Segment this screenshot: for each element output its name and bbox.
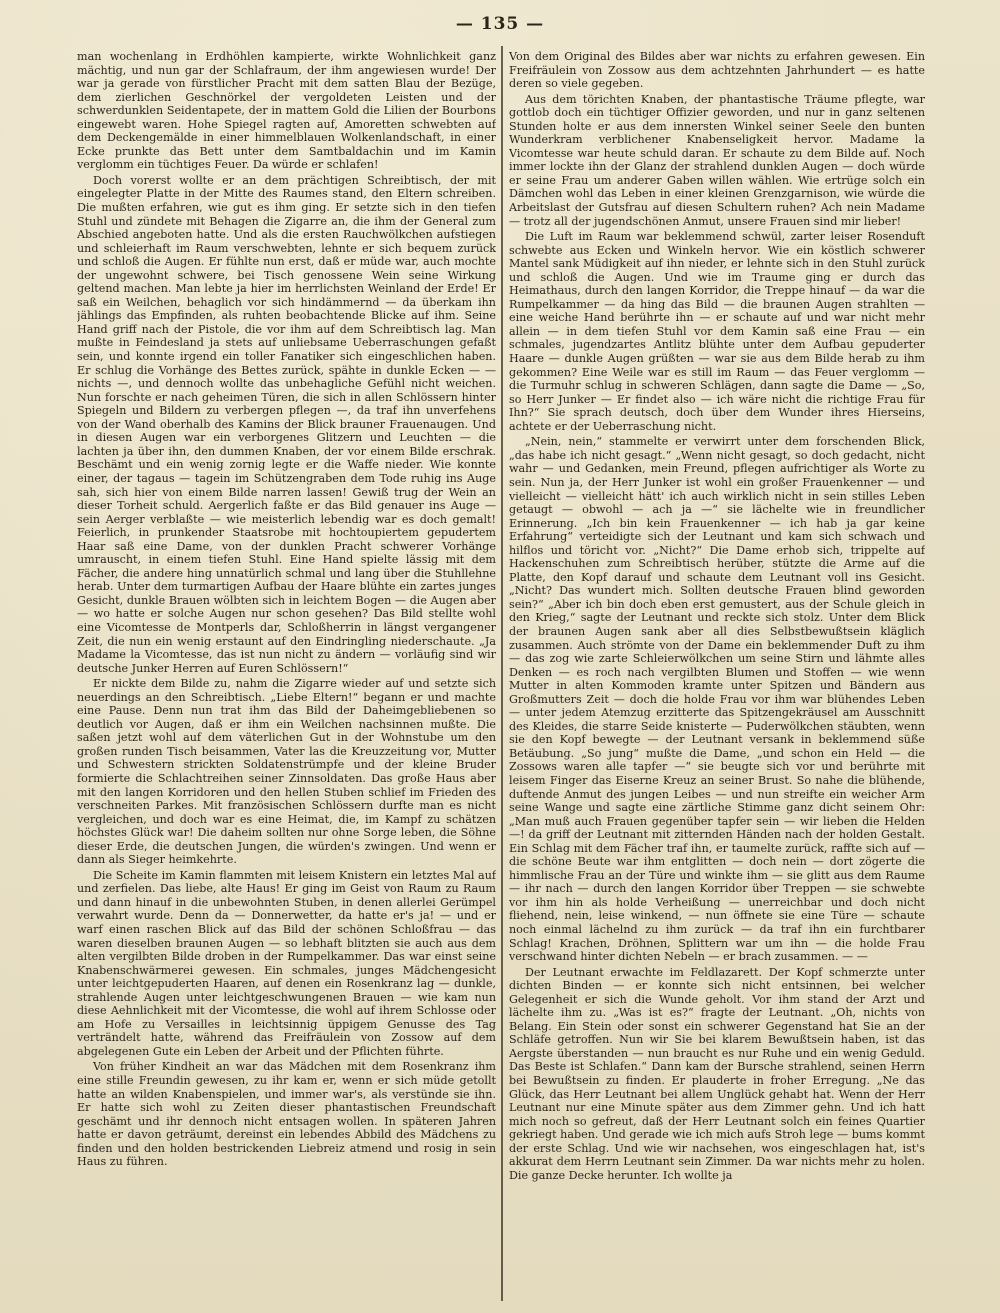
paragraph: „Nein, nein,“ stammelte er verwirrt unter dem forschenden Blick, „das habe ich nicht gesagt.“ „Wenn nicht gesagt, so doch gedacht, nicht wahr — und Gedanken, mein Freund, pflegen aufrichtiger als Worte zu sein. Nun ja, der Herr Junker ist wohl ein großer Frauenkenner — und vielleicht — vielleicht hätt' ich auch wirklich nicht in sein stilles Leben getaugt — obwohl — ach ja —“ sie lächelte wie in freundlicher Erinnerung. „Ich bin kein Frauenkenner — ich hab ja gar keine Erfahrung“ verteidigte sich der Leutnant und kam sich schwach und hilflos und töricht vor. „Nicht?“ Die Dame erhob sich, trippelte auf Hackenschuhen zum Schreibtisch herüber, stützte die Arme auf die Platte, den Kopf darauf und schaute dem Leutnant voll ins Gesicht. „Nicht? Das wundert mich. Sollten deutsche Frauen blind geworden sein?“ „Aber ich bin doch eben erst gemustert, aus der Schule gleich in den Krieg,“ sagte der Leutnant und reckte sich stolz. Unter dem Blick der braunen Augen sank aber all dies Selbstbewußtsein kläglich zusammen. Auch strömte von der Dame ein beklemmender Duft zu ihm — das zog wie zarte Schleierwölkchen um seine Stirn und lähmte alles Denken — es roch nach vergilbten Blumen und Stoffen — wie wenn Mutter in alten Kommoden kramte unter Spitzen und Bändern aus Großmutters Zeit — doch die holde Frau vor ihm war blühendes Leben — unter jedem Atemzug erzitterte das Spitzengekräusel am Ausschnitt des Kleides, die starre Seide knisterte — Puderwölkchen stäubten, wenn sie den Kopf bewegte — der Leutnant versank in beklemmend süße Betäubung. „So jung“ mußte die Dame, „und schon ein Held — die Zossows waren alle tapfer —“ sie beugte sich vor und berührte mit leisem Finger das Eiserne Kreuz an seiner Brust. So nahe die blühende, duftende Anmut des jungen Leibes — und nun streifte ein weicher Arm seine Wange und sagte eine zärtliche Stimme ganz dicht seinem Ohr: „Man muß auch Frauen gegenüber tapfer sein — wir lieben die Helden —! da griff der Leutnant mit zitternden Händen nach der holden Gestalt. Ein Schlag mit dem Fächer traf ihn, er taumelte zurück, raffte sich auf — die schöne Beute war ihm entglitten — doch nein — dort zögerte die himmlische Frau an der Türe und winkte ihm — sie glitt aus dem Raume — ihr nach — durch den langen Korridor über Treppen — sie schwebte vor ihm hin als holde Verheißung — unerreichbar und doch nicht fliehend, nein, leise winkend, — nun öffnete sie eine Türe — schaute noch einmal lächelnd zu ihm zurück — da traf ihn ein furchtbarer Schlag! Krachen, Dröhnen, Splittern war um ihn — die holde Frau verschwand hinter dichten Nebeln — er brach zusammen. — — [509,435,925,964]
left-column [77,50,496,1298]
paragraph: Aus dem törichten Knaben, der phantastische Träume pflegte, war gottlob doch ein tüchtiger Offizier geworden, und nur in ganz seltenen Stunden holte er aus dem innersten Winkel seiner Seele den bunten Wunderkram verblichener Knabenseligkeit hervor. Madame la Vicomtesse war heute schuld daran. Er schaute zu dem Bilde auf. Noch immer lockte ihn der Glanz der strahlend dunklen Augen — doch würde er seine Frau um anderer Gaben willen wählen. Wie ertrüge solch ein Dämchen wohl das Leben in einer kleinen Grenzgarnison, wie würde die Arbeitslast der Gutsfrau auf diesen Schultern ruhen? Ach nein Madame — trotz all der jugendschönen Anmut, unsere Frauen sind mir lieber! [509,92,925,228]
column-divider [501,46,503,1301]
paragraph: Die Scheite im Kamin flammten mit leisem Knistern ein letztes Mal auf und zerfielen. Das liebe, alte Haus! Er ging im Geist von Raum zu Raum und dann hinauf in die unbewohnten Stuben, in denen allerlei Gerümpel verwahrt wurde. Denn da — Donnerwetter, da hatte er's ja! — und er warf einen raschen Blick auf das Bild der schönen Schloßfrau — das waren dieselben braunen Augen — so lebhaft blitzten sie auch aus dem alten vergilbten Bilde droben in der Rumpelkammer. Das war einst seine Knabenschwärmerei gewesen. Ein schmales, junges Mädchengesicht unter leichtgepuderten Haaren, auf denen ein Rosenkranz lag — dunkle, strahlende Augen unter leichtgeschwungenen Brauen — wie kam nun diese Aehnlichkeit mit der Vicomtesse, die wohl auf ihrem Schlosse oder am Hofe zu Versailles in leichtsinnig üppigem Genusse des Tag verträndelt hatte, während das Freifräulein von Zossow auf dem abgelegenen Gute ein Leben der Arbeit und der Pflichten führte. [77,868,496,1058]
paragraph: Er nickte dem Bilde zu, nahm die Zigarre wieder auf und setzte sich neuerdings an den Schreibtisch. „Liebe Eltern!“ begann er und machte eine Pause. Denn nun trat ihm das Bild der Daheimgebliebenen so deutlich vor Augen, daß er ihm ein Weilchen nachsinnen mußte. Die saßen jetzt wohl auf dem väterlichen Gut in der Wohnstube um den großen runden Tisch beisammen, Vater las die Kreuzzeitung vor, Mutter und Schwestern strickten Soldatenstrümpfe und der kleine Bruder formierte die Schlachtreihen seiner Zinnsoldaten. Das große Haus aber mit den langen Korridoren und den hellen Stuben schlief im Frieden des verschneiten Parkes. Mit französischen Schlössern durfte man es nicht vergleichen, und doch war es eine Heimat, die, im Kampf zu schätzen höchstes Glück war! Die daheim sollten nur ohne Sorge leben, die Söhne dieser Erde, die deutschen Jungen, die würden's zwingen. Und wenn er dann als Sieger heimkehrte. [77,677,496,867]
paragraph: Von früher Kindheit an war das Mädchen mit dem Rosenkranz ihm eine stille Freundin gewesen, zu ihr kam er, wenn er sich müde getollt hatte an wilden Knabenspielen, und immer war's, als verstünde sie ihn. Er hatte sich wohl zu Zeiten dieser phantastischen Freundschaft geschämt und ihr dennoch nicht entsagen wollen. In späteren Jahren hatte er davon geträumt, dereinst ein lebendes Abbild des Mädchens zu finden und den holden bestrickenden Liebreiz atmend und rosig in sein Haus zu führen. [77,1060,496,1169]
paragraph: Die Luft im Raum war beklemmend schwül, zarter leiser Rosenduft schwebte aus Ecken und Winkeln hervor. Wie ein köstlich schwerer Mantel sank Müdigkeit auf ihn nieder, er lehnte sich in den Stuhl zurück und schloß die Augen. Und wie im Traume ging er durch das Heimathaus, durch den langen Korridor, die Treppe hinauf — da war die Rumpelkammer — da hing das Bild — die braunen Augen strahlten — eine weiche Hand berührte ihn — er schaute auf und war nicht mehr allein — in dem tiefen Stuhl vor dem Kamin saß eine Frau — ein schmales, jugendzartes Antlitz blühte unter dem Aufbau gepuderter Haare — dunkle Augen grüßten — war sie aus dem Bilde herab zu ihm gekommen? Eine Weile war es still im Raum — das Feuer verglomm — die Turmuhr schlug in schweren Schlägen, dann sagte die Dame — „So, so Herr Junker — Er findet also — ich wäre nicht die richtige Frau für Ihn?“ Sie sprach deutsch, doch über dem Wunder ihres Hierseins, achtete er der Ueberraschung nicht. [509,230,925,433]
paragraph: man wochenlang in Erdhöhlen kampierte, wirkte Wohnlichkeit ganz mächtig, und nun gar der Schlafraum, der ihm angewiesen wurde! Der war ja gerade von fürstlicher Pracht mit dem satten Blau der Bezüge, dem zierlichen Geschnörkel der vergoldeten Leisten und der schwerdunklen Seidentapete, der in mattem Gold die Lilien der Bourbons eingewebt waren. Hohe Spiegel ragten auf, Amoretten schwebten auf dem Deckengemälde in einer himmelblauen Wolkenlandschaft, in einer Ecke prunkte das Bett unter dem Samtbaldachin und im Kamin verglomm ein tüchtiges Feuer. Da würde er schlafen! [77,50,496,172]
page-number: — 135 — [455,14,545,34]
right-column [509,50,925,1298]
paragraph: Von dem Original des Bildes aber war nichts zu erfahren gewesen. Ein Freifräulein von Zossow aus dem achtzehnten Jahrhundert — es hatte deren so viele gegeben. [509,50,925,91]
paragraph: Doch vorerst wollte er an dem prächtigen Schreibtisch, der mit eingelegter Platte in der Mitte des Raumes stand, den Eltern schreiben. Die mußten erfahren, wie gut es ihm ging. Er setzte sich in den tiefen Stuhl und zündete mit Behagen die Zigarre an, die ihm der General zum Abschied angeboten hatte. Und als die ersten Rauchwölkchen aufstiegen und schleierhaft im Raum verschwebten, lehnte er sich bequem zurück und schloß die Augen. Er fühlte nun erst, daß er müde war, auch mochte der ungewohnt schwere, bei Tisch genossene Wein seine Wirkung geltend machen. Man lebte ja hier im herrlichsten Weinland der Erde! Er saß ein Weilchen, behaglich vor sich hindämmernd — da überkam ihn jählings das Empfinden, als ruhten beobachtende Blicke auf ihm. Seine Hand griff nach der Pistole, die vor ihm auf dem Schreibtisch lag. Man mußte in Feindesland ja stets auf unliebsame Ueberraschungen gefaßt sein, und konnte irgend ein toller Fanatiker sich eingeschlichen haben. Er schlug die Vorhänge des Bettes zurück, spähte in dunkle Ecken — — nichts —, und dennoch wollte das unbehagliche Gefühl nicht weichen. Nun forschte er nach geheimen Türen, die sich in allen Schlössern hinter Spiegeln und Bildern zu verbergen pflegen —, da traf ihn unverfehens von der Wand oberhalb des Kamins der Blick brauner Frauenaugen. Und in diesen Augen war ein verborgenes Glitzern und Leuchten — die lachten ja über ihn, den dummen Knaben, der vor einem Bilde erschrak. Beschämt und ein wenig zornig legte er die Waffe nieder. Wie konnte einer, der tagaus — tagein im Schützengraben dem Tode ruhig ins Auge sah, sich hier von einem Bilde narren lassen! Gewiß trug der Wein an dieser Torheit schuld. Aergerlich faßte er das Bild genauer ins Auge — sein Aerger verblaßte — wie meisterlich lebendig war es doch gemalt! Feierlich, in prunkender Staatsrobe mit hochtoupiertem gepudertem Haar saß eine Dame, von der dunklen Pracht schwerer Vorhänge umrauscht, in einem tiefen Stuhl. Eine Hand spielte lässig mit dem Fächer, die andere hing unnatürlich schmal und lang über die Stuhllehne herab. Unter dem turmartigen Aufbau der Haare blühte ein zartes junges Gesicht, dunkle Brauen wölbten sich in leichtem Bogen — die Augen aber — wo hatte er solche Augen nur schon gesehen? Das Bild stellte wohl eine Vicomtesse de Montperls dar, Schloßherrin in längst vergangener Zeit, die nun ein wenig erstaunt auf den Eindringling niederschaute. „Ja Madame la Vicomtesse, das ist nun nicht zu ändern — vorläufig sind wir deutsche Junker Herren auf Euren Schlössern!“ [77,173,496,675]
paragraph: Der Leutnant erwachte im Feldlazarett. Der Kopf schmerzte unter dichten Binden — er konnte sich nicht entsinnen, bei welcher Gelegenheit er sich die Wunde geholt. Vor ihm stand der Arzt und lächelte ihm zu. „Was ist es?“ fragte der Leutnant. „Oh, nichts von Belang. Ein Stein oder sonst ein schwerer Gegenstand hat Sie an der Schläfe getroffen. Nun wir Sie bei klarem Bewußtsein haben, ist das Aergste überstanden — nun braucht es nur Ruhe und ein wenig Geduld. Das Beste ist Schlafen.“ Dann kam der Bursche strahlend, seinen Herrn bei Bewußtsein zu finden. Er plauderte in froher Erregung. „Ne das Glück, das Herr Leutnant bei allem Unglück gehabt hat. Wenn der Herr Leutnant nur eine Minute später aus dem Zimmer gehn. Und ich hatt mich noch so gefreut, daß der Herr Leutnant solch ein feines Quartier gekriegt haben. Und gerade wie ich mich aufs Stroh lege — bums kommt der erste Schlag. Und wie wir nachsehen, wos eingeschlagen hat, ist's akkurat dem Herrn Leutnant sein Zimmer. Da war nichts mehr zu holen. Die ganze Decke herunter. Ich wollte ja [509,965,925,1182]
